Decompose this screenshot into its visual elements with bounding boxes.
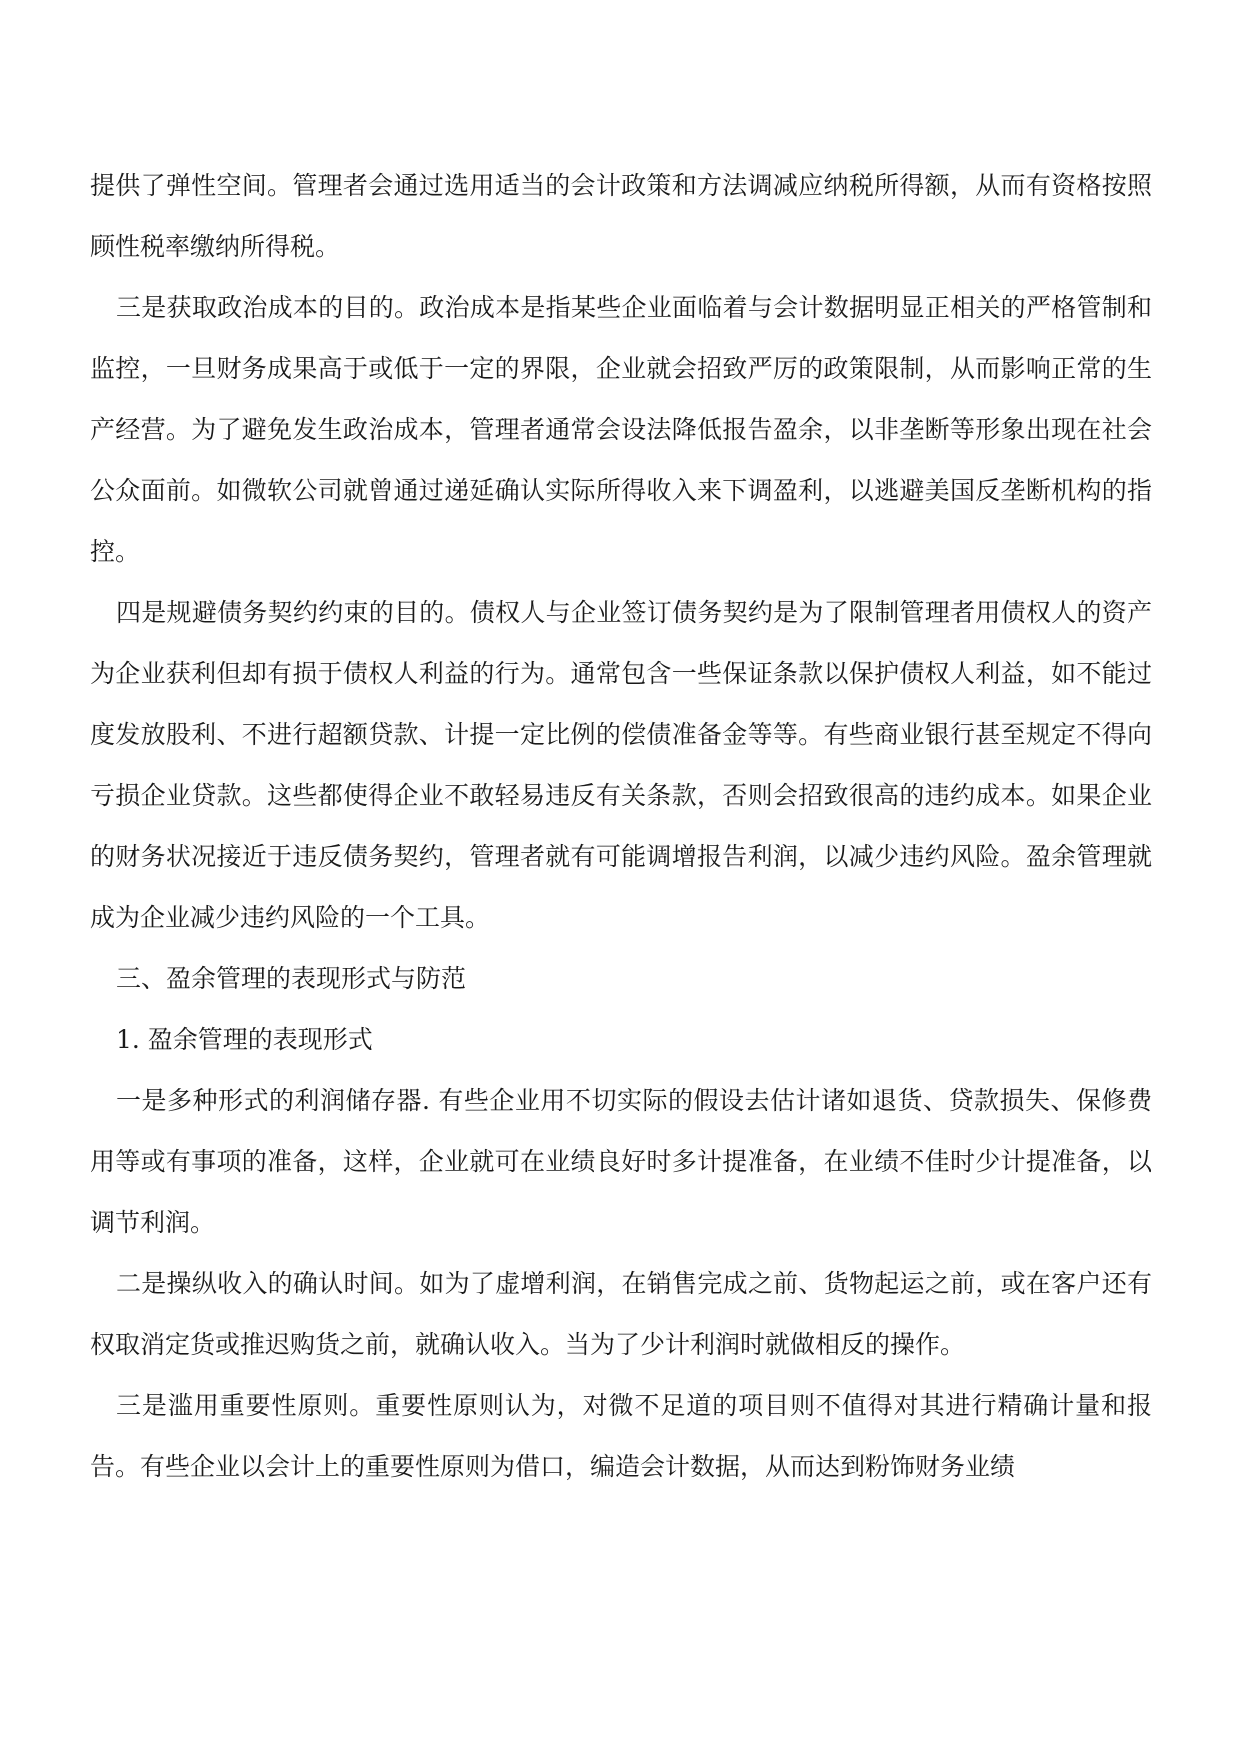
paragraph-continued: 提供了弹性空间。管理者会通过选用适当的会计政策和方法调减应纳税所得额，从而有资格按照顾性税率缴纳所得税。 [90,171,1152,261]
subsection-heading: 1. 盈余管理的表现形式 [116,1025,373,1054]
paragraph-profit-reserves: 一是多种形式的利润储存器. 有些企业用不切实际的假设去估计诸如退货、贷款损失、保修费用等或有事项的准备，这样，企业就可在业绩良好时多计提准备，在业绩不佳时少计提准备，以调节利润。 [90,1086,1152,1237]
document-page [90,155,1152,1497]
paragraph-debt-covenant: 四是规避债务契约约束的目的。债权人与企业签订债务契约是为了限制管理者用债权人的资产为企业获利但却有损于债权人利益的行为。通常包含一些保证条款以保护债权人利益，如不能过度发放股利、不进行超额贷款、计提一定比例的偿债准备金等等。有些商业银行甚至规定不得向亏损企业贷款。这些都使得企业不敢轻易违反有关条款，否则会招致很高的违约成本。如果企业的财务状况接近于违反债务契约，管理者就有可能调增报告利润，以减少违约风险。盈余管理就成为企业减少违约风险的一个工具。 [90,598,1152,932]
section-heading: 三、盈余管理的表现形式与防范 [116,964,467,993]
paragraph-political-cost: 三是获取政治成本的目的。政治成本是指某些企业面临着与会计数据明显正相关的严格管制和监控，一旦财务成果高于或低于一定的界限，企业就会招致严厉的政策限制，从而影响正常的生产经营。为了避免发生政治成本，管理者通常会设法降低报告盈余，以非垄断等形象出现在社会公众面前。如微软公司就曾通过递延确认实际所得收入来下调盈利，以逃避美国反垄断机构的指控。 [90,293,1152,566]
paragraph-revenue-timing: 二是操纵收入的确认时间。如为了虚增利润，在销售完成之前、货物起运之前，或在客户还有权取消定货或推迟购货之前，就确认收入。当为了少计利润时就做相反的操作。 [90,1269,1152,1359]
paragraph-materiality: 三是滥用重要性原则。重要性原则认为，对微不足道的项目则不值得对其进行精确计量和报告。有些企业以会计上的重要性原则为借口，编造会计数据，从而达到粉饰财务业绩 [90,1391,1152,1481]
